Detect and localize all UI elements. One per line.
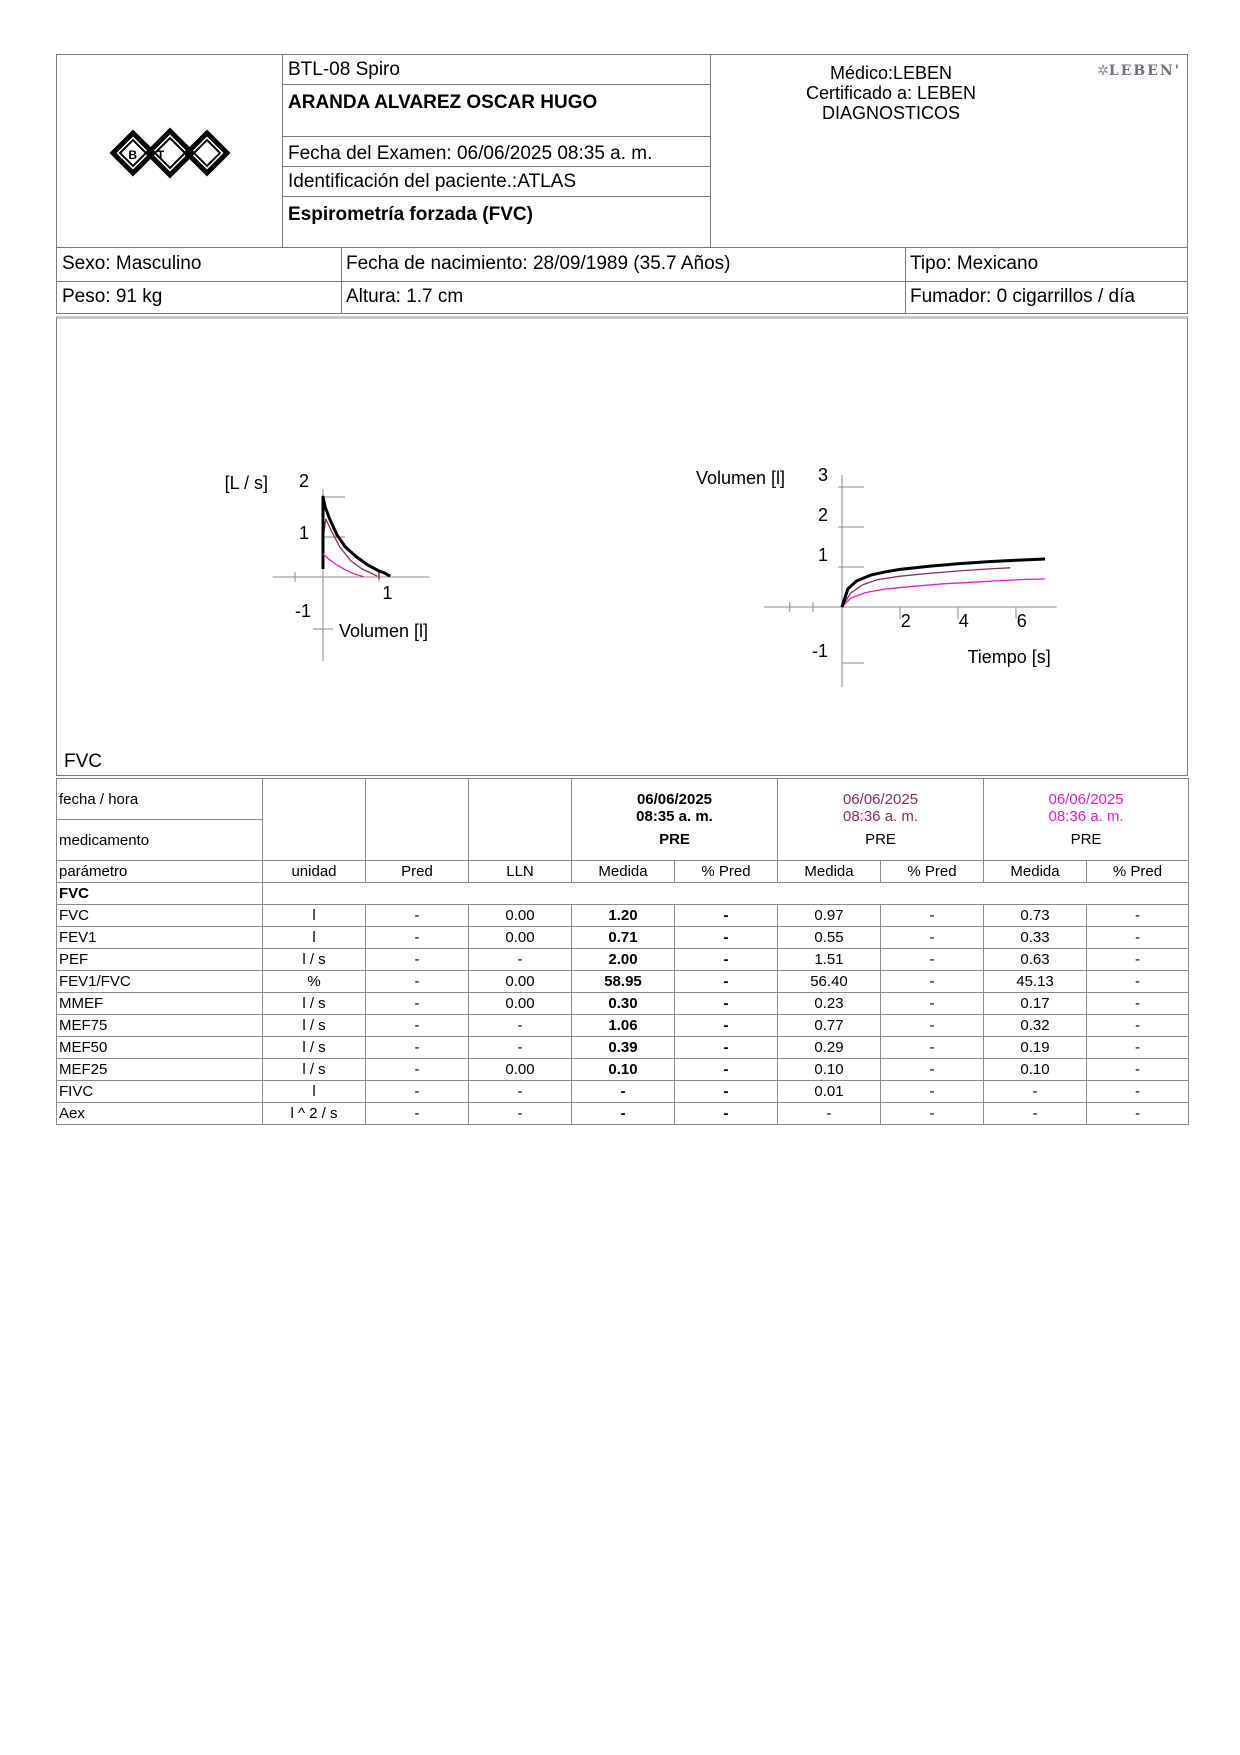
table-cell: - <box>366 1059 469 1081</box>
session-1-date: 06/06/2025 <box>636 791 713 808</box>
charts-svg <box>57 319 1187 777</box>
table-cell: 0.73 <box>984 905 1087 927</box>
certified-to-line2: DIAGNOSTICOS <box>821 103 960 123</box>
table-cell: - <box>881 1103 984 1125</box>
table-cell: 1.20 <box>572 905 675 927</box>
table-cell: - <box>469 1081 572 1103</box>
table-row <box>57 971 1189 993</box>
chart-section-label: FVC <box>64 751 102 772</box>
table-cell: FEV1/FVC <box>57 971 263 993</box>
patient-title-cell <box>283 55 711 247</box>
session-3-date: 06/06/2025 <box>1048 791 1124 808</box>
table-cell: - <box>881 1059 984 1081</box>
weight: Peso: 91 kg <box>62 286 163 307</box>
table-cell: - <box>675 971 778 993</box>
table-cell: l <box>263 1081 366 1103</box>
table-cell: 0.00 <box>469 993 572 1015</box>
table-cell: MEF25 <box>57 1059 263 1081</box>
table-cell: - <box>572 1081 675 1103</box>
table-cell: - <box>1087 971 1189 993</box>
tick-label: 6 <box>1016 611 1027 631</box>
table-cell: - <box>881 971 984 993</box>
table-cell: - <box>881 905 984 927</box>
column-header: Medida <box>572 861 675 883</box>
test-type: Espirometría forzada (FVC) <box>288 204 533 225</box>
row-label-medication: medicamento <box>57 820 263 861</box>
session-1-time: 08:35 a. m. <box>636 808 713 825</box>
table-cell: 2.00 <box>572 949 675 971</box>
y-axis-label: Volumen [l] <box>695 468 785 488</box>
table-cell: - <box>675 1037 778 1059</box>
table-cell: - <box>366 1015 469 1037</box>
tick-label: 4 <box>958 611 969 631</box>
volume-time-series-2 <box>842 568 1010 607</box>
certified-to: Certificado a: LEBEN <box>805 83 977 103</box>
table-cell: 45.13 <box>984 971 1087 993</box>
table-cell: 0.00 <box>469 905 572 927</box>
table-cell: 0.77 <box>778 1015 881 1037</box>
device-name: BTL-08 Spiro <box>283 55 711 85</box>
table-cell: l / s <box>263 1059 366 1081</box>
patient-info-grid <box>56 248 1188 314</box>
table-cell: 0.19 <box>984 1037 1087 1059</box>
column-header: % Pred <box>675 861 778 883</box>
table-cell: Aex <box>57 1103 263 1125</box>
table-cell: - <box>881 927 984 949</box>
table-cell: 1.06 <box>572 1015 675 1037</box>
table-cell: 0.63 <box>984 949 1087 971</box>
smoker: Fumador: 0 cigarrillos / día <box>910 286 1135 307</box>
y-axis-label: [L / s] <box>224 473 268 493</box>
height: Altura: 1.7 cm <box>346 286 464 307</box>
table-cell: - <box>366 949 469 971</box>
table-cell: l <box>263 905 366 927</box>
tick-label: 2 <box>817 505 828 525</box>
table-cell: - <box>1087 927 1189 949</box>
exam-date: Fecha del Examen: 06/06/2025 08:35 a. m. <box>283 137 711 167</box>
logo-cell <box>57 55 283 247</box>
session-3-time: 08:36 a. m. <box>1048 808 1124 825</box>
doctor-info <box>711 63 1071 123</box>
table-cell: FEV1 <box>57 927 263 949</box>
table-row <box>57 1037 1189 1059</box>
column-header: unidad <box>263 861 366 883</box>
column-header: Pred <box>366 861 469 883</box>
x-axis-label: Tiempo [s] <box>967 647 1051 667</box>
table-cell: - <box>1087 1059 1189 1081</box>
table-cell: - <box>1087 1037 1189 1059</box>
table-cell: FIVC <box>57 1081 263 1103</box>
section-label: FVC <box>57 883 263 905</box>
table-cell: - <box>366 993 469 1015</box>
column-header: LLN <box>469 861 572 883</box>
table-cell: FVC <box>57 905 263 927</box>
session-2-med: PRE <box>865 831 896 848</box>
table-cell: - <box>984 1103 1087 1125</box>
table-cell: - <box>1087 1103 1189 1125</box>
table-cell: - <box>1087 905 1189 927</box>
table-row <box>57 927 1189 949</box>
table-row <box>57 1015 1189 1037</box>
table-cell: 0.10 <box>984 1059 1087 1081</box>
column-header: % Pred <box>1087 861 1189 883</box>
table-cell: 0.01 <box>778 1081 881 1103</box>
tick-label: 2 <box>900 611 911 631</box>
table-cell: MEF50 <box>57 1037 263 1059</box>
table-cell: - <box>881 949 984 971</box>
table-header-row <box>57 861 1189 883</box>
table-cell: - <box>469 1015 572 1037</box>
logo-text: BTL <box>128 148 212 162</box>
table-cell: 0.30 <box>572 993 675 1015</box>
table-cell: 56.40 <box>778 971 881 993</box>
table-cell: - <box>366 1081 469 1103</box>
table-row <box>57 1081 1189 1103</box>
table-cell: % <box>263 971 366 993</box>
table-cell: 0.00 <box>469 1059 572 1081</box>
table-cell: - <box>675 1081 778 1103</box>
table-cell: - <box>778 1103 881 1125</box>
table-cell: l ^ 2 / s <box>263 1103 366 1125</box>
table-cell: 0.10 <box>778 1059 881 1081</box>
table-cell: - <box>469 949 572 971</box>
table-cell: - <box>1087 1015 1189 1037</box>
table-cell: - <box>881 1015 984 1037</box>
table-row <box>57 1103 1189 1125</box>
volume-time-series-1 <box>842 559 1045 607</box>
x-axis-label: Volumen [l] <box>339 621 429 641</box>
table-cell: 0.97 <box>778 905 881 927</box>
table-row <box>57 905 1189 927</box>
table-cell: 0.39 <box>572 1037 675 1059</box>
results-table <box>56 778 1189 1125</box>
table-row <box>57 949 1189 971</box>
charts-panel <box>56 316 1188 776</box>
table-cell: - <box>366 1037 469 1059</box>
table-cell: - <box>675 949 778 971</box>
tick-label: 3 <box>817 465 828 485</box>
table-cell: - <box>1087 993 1189 1015</box>
table-cell: MEF75 <box>57 1015 263 1037</box>
table-cell: MMEF <box>57 993 263 1015</box>
flow-volume-series-2 <box>323 519 377 576</box>
table-cell: 0.10 <box>572 1059 675 1081</box>
table-cell: 0.23 <box>778 993 881 1015</box>
table-cell: 0.33 <box>984 927 1087 949</box>
table-cell: PEF <box>57 949 263 971</box>
session-1-med: PRE <box>659 831 690 848</box>
tick-label: 1 <box>298 523 309 543</box>
tick-label: 1 <box>382 583 393 603</box>
table-cell: - <box>572 1103 675 1125</box>
table-cell: 0.55 <box>778 927 881 949</box>
table-section-row <box>57 883 1189 905</box>
table-cell: - <box>469 1103 572 1125</box>
tick-label: -1 <box>811 641 828 661</box>
table-row-date <box>57 779 1189 820</box>
table-cell: - <box>984 1081 1087 1103</box>
table-cell: - <box>881 1081 984 1103</box>
table-cell: - <box>881 993 984 1015</box>
table-cell: 0.71 <box>572 927 675 949</box>
table-cell: - <box>1087 949 1189 971</box>
doctor-name: Médico:LEBEN <box>829 63 953 83</box>
column-header: Medida <box>778 861 881 883</box>
tick-label: 1 <box>817 545 828 565</box>
table-cell: - <box>675 905 778 927</box>
table-cell: 0.00 <box>469 971 572 993</box>
table-cell: 0.32 <box>984 1015 1087 1037</box>
table-cell: - <box>675 1103 778 1125</box>
table-cell: l <box>263 927 366 949</box>
table-cell: 0.29 <box>778 1037 881 1059</box>
session-3-med: PRE <box>1070 831 1102 848</box>
session-1-header <box>572 779 778 861</box>
table-cell: - <box>675 993 778 1015</box>
table-cell: - <box>675 1015 778 1037</box>
table-cell: - <box>881 1037 984 1059</box>
session-2-time: 08:36 a. m. <box>842 808 919 825</box>
session-2-date: 06/06/2025 <box>842 791 919 808</box>
table-cell: 0.17 <box>984 993 1087 1015</box>
table-cell: 58.95 <box>572 971 675 993</box>
volume-time-series-3 <box>842 579 1045 607</box>
tick-label: 2 <box>298 471 309 491</box>
patient-id: Identificación del paciente.:ATLAS <box>283 167 711 197</box>
column-header: Medida <box>984 861 1087 883</box>
table-cell: - <box>675 927 778 949</box>
session-2-header <box>778 779 984 861</box>
table-row <box>57 993 1189 1015</box>
table-cell: - <box>366 927 469 949</box>
table-cell: - <box>366 971 469 993</box>
doctor-cell <box>711 55 1187 247</box>
table-cell: - <box>675 1059 778 1081</box>
table-cell: - <box>469 1037 572 1059</box>
table-cell: l / s <box>263 1037 366 1059</box>
session-3-header <box>984 779 1189 861</box>
leben-logo-text: LEBEN <box>1108 63 1175 79</box>
column-header: parámetro <box>57 861 263 883</box>
table-cell: 0.00 <box>469 927 572 949</box>
report-header <box>56 54 1188 248</box>
leben-icon: ✲ <box>1097 63 1109 79</box>
tick-label: -1 <box>294 601 311 621</box>
row-label-date: fecha / hora <box>57 779 263 820</box>
btl-logo <box>57 55 283 247</box>
sex: Sexo: Masculino <box>62 253 202 274</box>
table-row <box>57 1059 1189 1081</box>
table-cell: l / s <box>263 1015 366 1037</box>
birth-date: Fecha de nacimiento: 28/09/1989 (35.7 Años) <box>346 253 731 274</box>
column-header: % Pred <box>881 861 984 883</box>
patient-name: ARANDA ALVAREZ OSCAR HUGO <box>283 85 711 137</box>
leben-logo: ✲LEBEN' <box>1097 63 1181 79</box>
table-cell: - <box>366 905 469 927</box>
patient-type: Tipo: Mexicano <box>910 253 1039 274</box>
table-cell: l / s <box>263 949 366 971</box>
table-cell: l / s <box>263 993 366 1015</box>
table-cell: - <box>1087 1081 1189 1103</box>
table-cell: 1.51 <box>778 949 881 971</box>
table-cell: - <box>366 1103 469 1125</box>
